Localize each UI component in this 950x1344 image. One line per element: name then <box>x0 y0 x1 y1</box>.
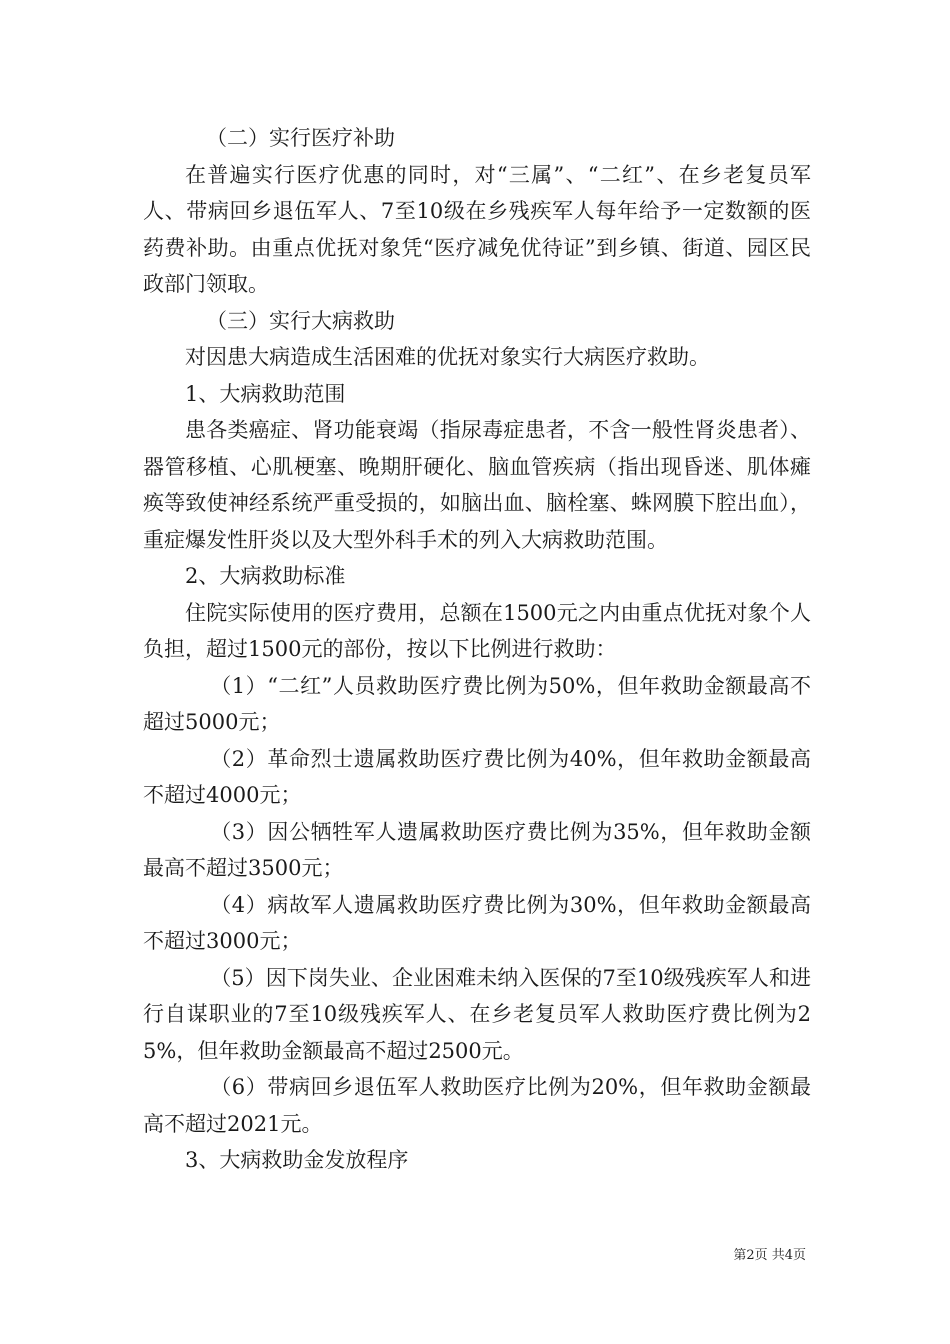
paragraph-aid-scope: 患各类癌症、肾功能衰竭（指尿毒症患者，不含一般性肾炎患者）、器管移植、心肌梗塞、晚期肝硬化、脑血管疾病（指出现昏迷、肌体瘫痪等致使神经系统严重受损的，如脑出血、脑栓塞、蛛网膜下腔出血），重症爆发性肝炎以及大型外科手术的列入大病救助范围。 <box>143 418 811 552</box>
document-body <box>143 120 811 1179</box>
subheading-disbursement-procedure: 3、大病救助金发放程序 <box>185 1148 409 1172</box>
page-number-footer: 第2页 共4页 <box>733 1248 806 1263</box>
section-heading-medical-subsidy: （二）实行医疗补助 <box>206 126 395 150</box>
list-item-1: （1）“二红”人员救助医疗费比例为50%，但年救助金额最高不超过5000元； <box>143 673 811 734</box>
list-item-6: （6）带病回乡退伍军人救助医疗比例为20%，但年救助金额最高不超过2021元。 <box>143 1075 811 1136</box>
paragraph-serious-illness-intro: 对因患大病造成生活困难的优抚对象实行大病医疗救助。 <box>185 345 710 369</box>
list-item-2: （2）革命烈士遗属救助医疗费比例为40%，但年救助金额最高不超过4000元； <box>143 746 811 807</box>
section-heading-serious-illness-aid: （三）实行大病救助 <box>206 308 395 333</box>
list-item-4: （4）病故军人遗属救助医疗费比例为30%，但年救助金额最高不超过3000元； <box>143 892 811 953</box>
subheading-aid-standard: 2、大病救助标准 <box>185 564 346 588</box>
subheading-aid-scope: 1、大病救助范围 <box>185 381 346 406</box>
list-item-3: （3）因公牺牲军人遗属救助医疗费比例为35%，但年救助金额最高不超过3500元； <box>143 819 811 880</box>
list-item-5: （5）因下岗失业、企业困难未纳入医保的7至10级残疾军人和进行自谋职业的7至10级残疾军人、在乡老复员军人救助医疗费比例为25%，但年救助金额最高不超过2500元。 <box>143 965 811 1063</box>
paragraph-aid-standard: 住院实际使用的医疗费用，总额在1500元之内由重点优抚对象个人负担，超过1500元的部份，按以下比例进行救助： <box>143 600 811 661</box>
paragraph-medical-subsidy: 在普遍实行医疗优惠的同时，对“三属”、“二红”、在乡老复员军人、带病回乡退伍军人、7至10级在乡残疾军人每年给予一定数额的医药费补助。由重点优抚对象凭“医疗减免优待证”到乡镇、街道、园区民政部门领取。 <box>143 162 811 296</box>
